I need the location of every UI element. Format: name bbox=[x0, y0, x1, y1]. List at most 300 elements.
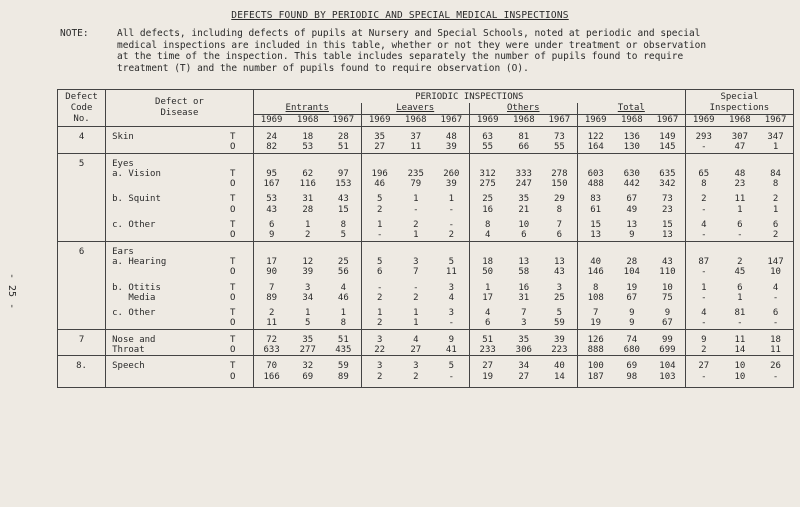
table-cell: 18 bbox=[302, 132, 314, 142]
table-cell: 1 bbox=[434, 194, 469, 204]
table-cell: 2 bbox=[376, 371, 383, 382]
treatment-observation-flag: T bbox=[213, 220, 254, 230]
table-cell bbox=[253, 159, 289, 169]
table-cell bbox=[326, 247, 361, 257]
table-cell: 23 bbox=[734, 179, 746, 190]
table-cell: 3 bbox=[542, 283, 577, 293]
treatment-observation-flag: T bbox=[213, 169, 254, 179]
group-header-total bbox=[577, 103, 685, 115]
table-cell: 167 bbox=[263, 179, 280, 190]
table-cell: 16 bbox=[518, 282, 530, 293]
table-cell: 26 bbox=[758, 361, 793, 371]
table-row bbox=[58, 230, 794, 241]
note-label: NOTE: bbox=[60, 28, 89, 39]
table-cell: 59 bbox=[326, 361, 361, 371]
table-cell: 65 bbox=[698, 168, 710, 179]
group-label: Entrants bbox=[285, 103, 329, 113]
table-cell: 95 bbox=[266, 168, 278, 179]
table-cell: 8 bbox=[484, 220, 491, 231]
table-row bbox=[58, 132, 794, 142]
table-cell: 2 bbox=[737, 256, 743, 267]
table-cell: 1 bbox=[376, 308, 383, 319]
table-cell: 104 bbox=[623, 267, 640, 278]
table-cell: 46 bbox=[374, 179, 386, 190]
table-cell: 35 bbox=[302, 334, 314, 345]
year-header: 1969 bbox=[253, 115, 289, 127]
table-cell: 69 bbox=[302, 371, 314, 382]
defect-code: 7 bbox=[58, 335, 106, 345]
defect-name bbox=[106, 318, 213, 329]
table-cell: 233 bbox=[479, 345, 496, 356]
table-cell: 633 bbox=[263, 345, 280, 356]
table-cell: - bbox=[434, 318, 469, 329]
treatment-observation-flag: O bbox=[213, 345, 254, 356]
periodic-header: PERIODIC INSPECTIONS bbox=[253, 90, 685, 104]
table-cell bbox=[614, 247, 650, 257]
table-cell: 196 bbox=[371, 168, 388, 179]
table-cell: 47 bbox=[734, 142, 746, 153]
table-cell: 32 bbox=[302, 361, 314, 372]
table-cell: 110 bbox=[650, 267, 685, 277]
table-row bbox=[58, 335, 794, 345]
table-cell: 8 bbox=[592, 282, 599, 293]
table-cell: 15 bbox=[650, 220, 685, 230]
table-cell: 100 bbox=[587, 361, 604, 372]
table-cell: 39 bbox=[434, 179, 469, 189]
treatment-observation-flag: O bbox=[213, 230, 254, 241]
year-header: 1968 bbox=[506, 115, 542, 127]
defect-name: c. Other bbox=[112, 220, 156, 231]
table-cell: 34 bbox=[518, 361, 530, 372]
table-cell: 4 bbox=[434, 293, 469, 303]
table-cell: 24 bbox=[266, 132, 278, 142]
table-cell bbox=[361, 159, 397, 169]
table-cell: - bbox=[434, 220, 469, 230]
table-cell: 48 bbox=[734, 168, 746, 179]
table-cell: 9 bbox=[701, 334, 707, 345]
table-cell: 164 bbox=[587, 142, 604, 153]
treatment-observation-flag: T bbox=[213, 308, 254, 318]
table-cell: 146 bbox=[587, 267, 604, 278]
table-cell: 28 bbox=[326, 132, 361, 142]
year-header: 1969 bbox=[361, 115, 397, 127]
table-cell: 84 bbox=[758, 169, 793, 179]
table-cell bbox=[290, 159, 326, 169]
table-cell: 18 bbox=[482, 256, 494, 267]
treatment-observation-flag: O bbox=[213, 142, 254, 153]
table-cell bbox=[326, 159, 361, 169]
table-cell: 4 bbox=[484, 230, 491, 241]
defect-code bbox=[58, 257, 106, 267]
defect-name bbox=[106, 267, 213, 277]
table-cell: 10 bbox=[650, 283, 685, 293]
table-cell: 51 bbox=[482, 334, 494, 345]
year-header: 1967 bbox=[434, 115, 469, 127]
table-cell: - bbox=[413, 204, 419, 215]
table-cell: 17 bbox=[266, 256, 278, 267]
year-header: 1968 bbox=[290, 115, 326, 127]
table-cell: 187 bbox=[587, 371, 604, 382]
table-cell: 2 bbox=[305, 230, 311, 241]
table-row bbox=[58, 267, 794, 277]
table-cell: 19 bbox=[590, 318, 602, 329]
table-cell: - bbox=[376, 230, 383, 241]
table-cell: 9 bbox=[629, 308, 635, 319]
table-cell: 45 bbox=[734, 267, 746, 278]
table-cell: 1 bbox=[305, 220, 311, 231]
table-cell bbox=[614, 159, 650, 169]
table-cell: 6 bbox=[758, 220, 793, 230]
table-cell: 6 bbox=[737, 220, 743, 231]
defect-code bbox=[58, 205, 106, 215]
table-cell bbox=[650, 247, 685, 257]
treatment-observation-flag bbox=[213, 247, 254, 257]
defect-code bbox=[58, 293, 106, 303]
table-cell bbox=[758, 159, 793, 169]
table-row bbox=[58, 205, 794, 215]
table-cell: 3 bbox=[413, 361, 419, 372]
table-cell: 12 bbox=[302, 256, 314, 267]
table-cell: 247 bbox=[515, 179, 532, 190]
table-cell: 130 bbox=[623, 142, 640, 153]
table-row bbox=[58, 283, 794, 293]
page-title: DEFECTS FOUND BY PERIODIC AND SPECIAL MEDICAL INSPECTIONS bbox=[231, 10, 569, 21]
table-row bbox=[58, 372, 794, 382]
table-cell: 27 bbox=[410, 345, 422, 356]
table-cell: 145 bbox=[650, 142, 685, 153]
defects-table bbox=[57, 89, 794, 388]
table-cell: - bbox=[737, 318, 743, 329]
table-cell: 2 bbox=[758, 194, 793, 204]
table-cell: 223 bbox=[542, 345, 577, 356]
table-cell: 603 bbox=[587, 168, 604, 179]
year-header: 1968 bbox=[722, 115, 758, 127]
table-cell: 1 bbox=[326, 308, 361, 318]
table-cell: 6 bbox=[737, 282, 743, 293]
table-cell: 9 bbox=[629, 318, 635, 329]
table-cell: 9 bbox=[629, 230, 635, 241]
table-cell: 6 bbox=[758, 308, 793, 318]
table-cell: 46 bbox=[326, 293, 361, 303]
table-cell: 4 bbox=[701, 308, 707, 319]
table-cell: 5 bbox=[434, 361, 469, 371]
table-cell: 312 bbox=[479, 168, 496, 179]
defect-code bbox=[58, 308, 106, 318]
table-cell: 13 bbox=[626, 220, 638, 231]
year-header: 1967 bbox=[326, 115, 361, 127]
table-cell: 3 bbox=[434, 308, 469, 318]
table-cell bbox=[434, 247, 469, 257]
table-cell: - bbox=[434, 205, 469, 215]
table-cell: 1 bbox=[413, 318, 419, 329]
table-cell: 11 bbox=[734, 194, 746, 205]
table-cell: 49 bbox=[626, 204, 638, 215]
table-cell: 306 bbox=[515, 345, 532, 356]
table-cell: 69 bbox=[626, 361, 638, 372]
table-cell: 97 bbox=[326, 169, 361, 179]
defect-name bbox=[106, 205, 213, 215]
defect-code: 8. bbox=[58, 361, 106, 371]
table-cell: 50 bbox=[482, 267, 494, 278]
defect-code: 6 bbox=[58, 247, 106, 257]
group-header-entrants bbox=[253, 103, 361, 115]
table-cell: 73 bbox=[650, 194, 685, 204]
table-cell: 43 bbox=[266, 204, 278, 215]
table-cell: 75 bbox=[650, 293, 685, 303]
table-cell: 11 bbox=[734, 334, 746, 345]
table-cell: 73 bbox=[542, 132, 577, 142]
table-cell: 5 bbox=[326, 230, 361, 241]
group-label: Leavers bbox=[396, 103, 435, 113]
table-cell bbox=[253, 247, 289, 257]
table-cell: 442 bbox=[623, 179, 640, 190]
table-cell: 53 bbox=[302, 142, 314, 153]
table-cell: 43 bbox=[650, 257, 685, 267]
table-cell: 63 bbox=[482, 132, 494, 142]
table-cell: - bbox=[701, 318, 707, 329]
table-cell: 147 bbox=[758, 257, 793, 267]
table-row bbox=[58, 308, 794, 318]
table-cell: 680 bbox=[623, 345, 640, 356]
table-cell: 435 bbox=[326, 345, 361, 356]
table-cell: 25 bbox=[326, 257, 361, 267]
table-cell bbox=[290, 247, 326, 257]
table-cell: - bbox=[376, 282, 383, 293]
table-cell: - bbox=[737, 230, 743, 241]
table-cell: 35 bbox=[518, 194, 530, 205]
table-cell: 333 bbox=[515, 168, 532, 179]
table-cell bbox=[722, 247, 758, 257]
defect-code bbox=[58, 194, 106, 204]
disease-header: Defect or Disease bbox=[106, 90, 254, 127]
table-cell: 5 bbox=[376, 194, 383, 205]
table-cell bbox=[506, 247, 542, 257]
table-cell: 1 bbox=[376, 220, 383, 231]
group-header-others bbox=[469, 103, 577, 115]
table-cell: 1 bbox=[484, 282, 491, 293]
table-cell: 126 bbox=[587, 334, 604, 345]
special-header: Special Inspections bbox=[685, 90, 793, 115]
table-cell: 56 bbox=[326, 267, 361, 277]
table-cell: 15 bbox=[590, 220, 602, 231]
table-cell: 89 bbox=[266, 292, 278, 303]
table-cell: 8 bbox=[758, 179, 793, 189]
table-cell: 13 bbox=[542, 257, 577, 267]
table-cell: 277 bbox=[299, 345, 316, 356]
treatment-observation-flag: T bbox=[213, 335, 254, 345]
table-cell: 83 bbox=[590, 194, 602, 205]
table-cell: 87 bbox=[698, 256, 710, 267]
year-header: 1967 bbox=[542, 115, 577, 127]
table-cell: 62 bbox=[302, 168, 314, 179]
defect-code bbox=[58, 283, 106, 293]
table-cell: 2 bbox=[413, 371, 419, 382]
table-cell: 81 bbox=[734, 308, 746, 319]
table-cell: - bbox=[758, 293, 793, 303]
table-cell: 342 bbox=[650, 179, 685, 189]
table-cell: 2 bbox=[413, 292, 419, 303]
year-header: 1968 bbox=[614, 115, 650, 127]
table-cell: - bbox=[701, 230, 707, 241]
table-cell bbox=[398, 159, 434, 169]
table-cell bbox=[685, 159, 721, 169]
table-row bbox=[58, 194, 794, 204]
table-cell: 40 bbox=[542, 361, 577, 371]
table-cell: 1 bbox=[737, 204, 743, 215]
defect-name: b. Squint bbox=[112, 194, 161, 205]
year-header: 1967 bbox=[758, 115, 793, 127]
table-cell: 1 bbox=[413, 308, 419, 319]
table-cell: 13 bbox=[650, 230, 685, 241]
treatment-observation-flag: T bbox=[213, 257, 254, 267]
table-cell: 81 bbox=[518, 132, 530, 142]
treatment-observation-flag: O bbox=[213, 372, 254, 382]
table-cell: 166 bbox=[263, 371, 280, 382]
table-cell: 39 bbox=[434, 142, 469, 153]
table-cell: 260 bbox=[434, 169, 469, 179]
table-cell: 347 bbox=[758, 132, 793, 142]
table-row bbox=[58, 142, 794, 153]
defect-code bbox=[58, 230, 106, 241]
table-cell bbox=[506, 159, 542, 169]
table-cell: 1 bbox=[758, 142, 793, 153]
table-cell: 307 bbox=[731, 132, 749, 142]
defect-name: Ears bbox=[112, 246, 134, 257]
table-cell: 27 bbox=[698, 361, 710, 372]
table-cell: 2 bbox=[376, 204, 383, 215]
table-cell: 1 bbox=[701, 282, 707, 293]
defect-name: a. Vision bbox=[112, 168, 161, 179]
table-cell: 48 bbox=[434, 132, 469, 142]
defect-code bbox=[58, 142, 106, 153]
table-cell: 39 bbox=[542, 335, 577, 345]
table-cell: 5 bbox=[542, 308, 577, 318]
defect-name: c. Other bbox=[112, 308, 156, 319]
table-cell: 8 bbox=[326, 220, 361, 230]
table-cell: 275 bbox=[479, 179, 496, 190]
table-cell: 22 bbox=[374, 345, 386, 356]
table-cell: 9 bbox=[268, 230, 275, 241]
table-cell: 2 bbox=[413, 220, 419, 231]
table-cell: 67 bbox=[626, 194, 638, 205]
table-cell: 103 bbox=[650, 372, 685, 382]
table-cell: 25 bbox=[482, 194, 494, 205]
table-cell: 14 bbox=[542, 372, 577, 382]
group-header-leavers bbox=[361, 103, 469, 115]
defect-name: Nose and bbox=[112, 334, 156, 345]
group-label: Total bbox=[617, 103, 645, 113]
table-cell: 82 bbox=[266, 142, 278, 153]
table-cell: 4 bbox=[758, 283, 793, 293]
table-cell: 18 bbox=[758, 335, 793, 345]
table-row bbox=[58, 220, 794, 230]
table-cell: - bbox=[701, 142, 707, 153]
table-cell: 278 bbox=[542, 169, 577, 179]
table-cell: 7 bbox=[542, 220, 577, 230]
table-cell: 35 bbox=[518, 334, 530, 345]
table-cell: 51 bbox=[326, 335, 361, 345]
treatment-observation-flag: O bbox=[213, 205, 254, 215]
defect-code bbox=[58, 267, 106, 277]
table-cell: 10 bbox=[758, 267, 793, 277]
defect-code bbox=[58, 169, 106, 179]
defect-code bbox=[58, 220, 106, 230]
table-cell: 9 bbox=[650, 308, 685, 318]
table-cell: 116 bbox=[299, 179, 316, 190]
table-cell: 51 bbox=[326, 142, 361, 153]
table-cell: 1 bbox=[413, 230, 419, 241]
treatment-observation-flag: T bbox=[213, 361, 254, 371]
table-cell: 8 bbox=[701, 179, 707, 190]
table-cell: 1 bbox=[758, 205, 793, 215]
table-cell: 40 bbox=[590, 256, 602, 267]
table-cell: 7 bbox=[521, 308, 527, 319]
table-cell: 37 bbox=[410, 132, 422, 142]
table-cell: 2 bbox=[701, 345, 707, 356]
code-header: Defect Code No. bbox=[58, 90, 106, 127]
table-cell: 635 bbox=[650, 169, 685, 179]
defect-code bbox=[58, 179, 106, 189]
table-cell: 28 bbox=[302, 204, 314, 215]
table-cell: 13 bbox=[590, 230, 602, 241]
year-header: 1968 bbox=[398, 115, 434, 127]
table-cell: 6 bbox=[521, 230, 527, 241]
table-row bbox=[58, 293, 794, 303]
table-cell: 3 bbox=[376, 334, 383, 345]
year-header: 1969 bbox=[469, 115, 505, 127]
treatment-observation-flag: T bbox=[213, 283, 254, 293]
table-cell: 888 bbox=[587, 345, 604, 356]
table-cell: 6 bbox=[268, 220, 275, 231]
defect-name bbox=[106, 179, 213, 189]
table-row bbox=[58, 159, 794, 169]
table-cell bbox=[722, 159, 758, 169]
table-cell: 8 bbox=[542, 205, 577, 215]
table-cell: 27 bbox=[374, 142, 386, 153]
table-cell: 4 bbox=[701, 220, 707, 231]
table-cell: - bbox=[758, 318, 793, 329]
table-cell: 39 bbox=[302, 267, 314, 278]
table-cell bbox=[650, 159, 685, 169]
table-cell: 293 bbox=[695, 132, 712, 142]
table-cell: 7 bbox=[413, 267, 419, 278]
table-cell: 4 bbox=[326, 283, 361, 293]
year-header: 1969 bbox=[685, 115, 721, 127]
table-cell bbox=[469, 159, 505, 169]
table-cell: 136 bbox=[623, 132, 640, 142]
table-cell: 4 bbox=[484, 308, 491, 319]
defect-code bbox=[58, 372, 106, 382]
table-cell: 3 bbox=[413, 256, 419, 267]
table-cell: - bbox=[434, 372, 469, 382]
defect-name: Speech bbox=[112, 361, 145, 372]
table-cell: 67 bbox=[626, 292, 638, 303]
defect-name: Skin bbox=[112, 132, 134, 142]
table-cell: 5 bbox=[434, 257, 469, 267]
table-cell: 89 bbox=[326, 372, 361, 382]
table-cell: 153 bbox=[326, 179, 361, 189]
table-row bbox=[58, 345, 794, 356]
table-cell: 104 bbox=[650, 361, 685, 371]
table-cell: 2 bbox=[758, 230, 793, 241]
table-cell: 2 bbox=[376, 292, 383, 303]
table-cell bbox=[542, 247, 577, 257]
table-cell: 16 bbox=[482, 204, 494, 215]
table-cell: 59 bbox=[542, 318, 577, 329]
table-cell: 61 bbox=[590, 204, 602, 215]
table-cell: 699 bbox=[650, 345, 685, 356]
table-cell bbox=[577, 247, 613, 257]
